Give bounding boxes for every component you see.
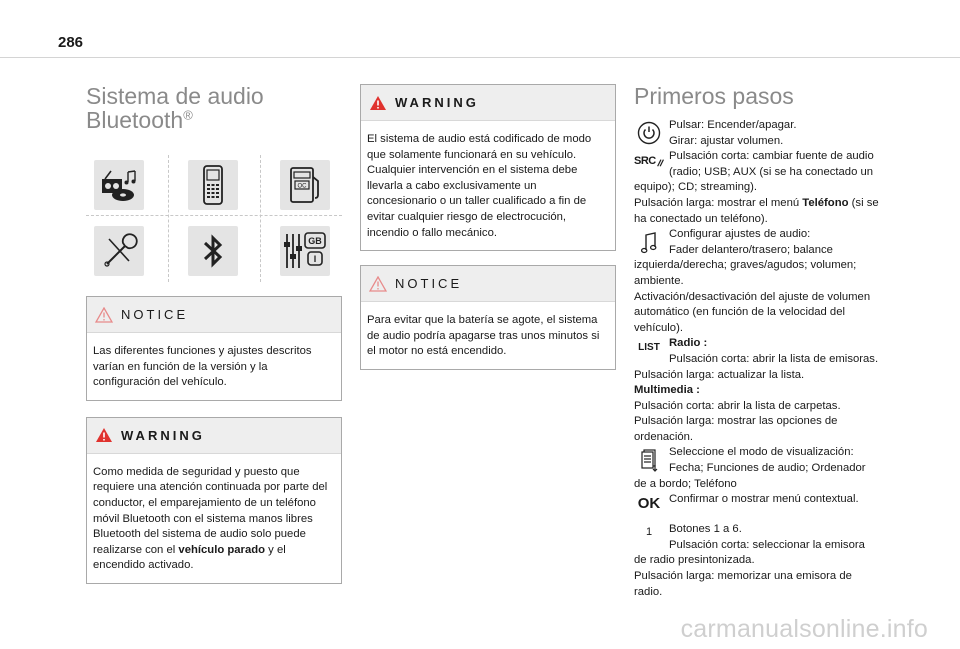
warning-label: WARNING xyxy=(395,95,479,110)
display-mode-icon xyxy=(634,447,664,475)
warning-box xyxy=(86,417,342,584)
grid-divider xyxy=(260,155,261,282)
audio-settings-entry: Configurar ajustes de audio: Fader delantero/trasero; balance izquierda/derecha; graves/agudos; volumen; ambiente. Activación/desactivación del ajuste de volumen automático (en función de la velocidad del vehículo). xyxy=(634,228,871,334)
notice-header xyxy=(361,266,615,302)
radio-cd-icon xyxy=(94,160,144,210)
section-title: Primeros pasos xyxy=(634,83,794,109)
settings-language-icon xyxy=(280,226,330,276)
power-volume-entry: Pulsar: Encender/apagar. Girar: ajustar volumen. xyxy=(634,118,896,149)
warning-label: WARNING xyxy=(121,427,205,443)
language-label: GB xyxy=(308,236,322,246)
grid-divider xyxy=(86,215,342,216)
source-entry: SRC Pulsación corta: cambiar fuente de audio (radio; USB; AUX (si se ha conectado un equipo); CD; streaming). Pulsación larga: mostrar el menú Teléfono (si se ha conectado un teléfono). xyxy=(634,150,879,225)
warning-text: El sistema de audio está codificado de modo que solamente funcionará en su vehículo. Cualquier intervención en el sistema debe llevarla a cabo exclusivamente un concesionario o un taller cualificado a fin de evitar cualquier riesgo de electrocución, incendio o fallo mecánico. xyxy=(367,133,592,239)
grid-divider xyxy=(168,155,169,282)
column-right xyxy=(634,84,896,600)
watermark: carmanualsonline.info xyxy=(680,615,928,643)
warning-text: Como medida de seguridad y puesto que requiere una atención continuada por parte del conductor, el emparejamiento de un teléfono móvil Bluetooth con el sistema manos libres Bluetooth del sistema de audio solo puede realizarse con el vehículo parado y el encendido activado. xyxy=(93,465,328,572)
page-number: 286 xyxy=(58,34,84,51)
notice-triangle-icon xyxy=(369,276,387,292)
notice-box xyxy=(86,296,342,401)
column-middle xyxy=(360,84,616,370)
source-phone-icon: SRC xyxy=(634,153,664,171)
warning-box xyxy=(360,84,616,251)
preset-button-icon: 1 xyxy=(645,526,653,539)
notice-box xyxy=(360,265,616,370)
language-label: I xyxy=(313,254,317,264)
notice-triangle-icon xyxy=(95,307,113,323)
display-mode-entry: Seleccione el modo de visualización: Fecha; Funciones de audio; Ordenador de a bordo; Teléfono xyxy=(634,446,866,490)
notice-header xyxy=(87,297,341,333)
warning-header xyxy=(361,85,615,121)
mobile-phone-icon xyxy=(188,160,238,210)
notice-text: Las diferentes funciones y ajustes descritos varían en función de la versión y la configuración del vehículo. xyxy=(93,345,312,389)
notice-text: Para evitar que la batería se agote, el sistema de audio podría apagarse tras unos minutos si el motor no está encendido. xyxy=(367,314,600,358)
power-icon xyxy=(634,119,664,147)
wrench-screwdriver-icon xyxy=(94,226,144,276)
fuel-label: OC xyxy=(297,183,307,190)
bluetooth-icon xyxy=(188,226,238,276)
warning-triangle-icon xyxy=(369,95,387,111)
function-icon-grid xyxy=(86,155,342,282)
warning-header xyxy=(87,418,341,454)
notice-label: NOTICE xyxy=(395,276,463,292)
warning-triangle-icon xyxy=(95,427,113,443)
preset-buttons-entry: 1 Botones 1 a 6. Pulsación corta: seleccionar la emisora de radio presintonizada. Pulsación larga: memorizar una emisora de radio. xyxy=(634,523,865,598)
ok-button-icon: OK xyxy=(637,495,661,513)
fuel-pump-icon xyxy=(280,160,330,210)
list-button-icon: LIST xyxy=(638,341,660,353)
header-divider xyxy=(0,57,960,58)
music-note-icon xyxy=(634,229,664,257)
column-left xyxy=(86,84,342,584)
section-title: Sistema de audio Bluetooth® xyxy=(86,83,264,133)
list-entry: LIST Radio : Pulsación corta: abrir la lista de emisoras. Pulsación larga: actualizar la lista. Multimedia : Pulsación corta: abrir la lista de carpetas. Pulsación larga: mostrar las opciones de ordenación. xyxy=(634,337,879,443)
ok-entry: OK Confirmar o mostrar menú contextual. xyxy=(634,492,896,522)
notice-label: NOTICE xyxy=(121,307,189,322)
